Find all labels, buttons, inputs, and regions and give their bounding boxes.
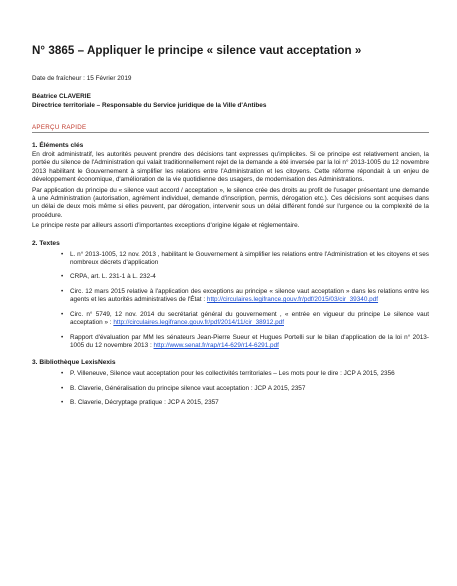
- list-item: • B. Claverie, Généralisation du principe silence vaut acceptation : JCP A 2015, 2357: [61, 384, 306, 392]
- link-circulaire-2015[interactable]: http://circulaires.legifrance.gouv.fr/pdf/2015/03/cir_39340.pdf: [206, 296, 379, 304]
- bullet-icon: •: [61, 310, 64, 318]
- list-item: • Rapport d'évaluation par MM les sénateurs Jean-Pierre Sueur et Hugues Portelli sur le bilan d'application de la loi n° 2013-1005 du 12 novembre 2013 : http://www.senat.fr/rap/r14-629/r14-6291.pdf: [61, 333, 429, 349]
- heading-textes: 2. Textes: [32, 239, 60, 247]
- author-role: Directrice territoriale – Responsable du Service juridique de la Ville d'Antibes: [32, 102, 267, 109]
- paragraph-3: Le principe reste par ailleurs assorti d'importantes exceptions d'origine légale et réglementaire.: [32, 222, 300, 230]
- biblio-list: [32, 370, 429, 407]
- list-item: • P. Villeneuve, Silence vaut acceptation pour les collectivités territoriales – Les mots pour le dire : JCP A 2015, 2356: [61, 370, 395, 378]
- heading-bibliotheque: 3. Bibliothèque LexisNexis: [32, 359, 116, 367]
- link-circulaire-2014[interactable]: http://circulaires.legifrance.gouv.fr/pdf/2014/11/cir_38912.pdf: [113, 319, 284, 327]
- bullet-icon: •: [61, 250, 64, 258]
- list-item: • Circ. n° 5749, 12 nov. 2014 du secrétariat général du gouvernement , « entrée en vigueur du principe Le silence vaut acceptation » : http://circulaires.legifrance.gouv.fr/pdf/2014/11/cir_38912.pdf: [61, 310, 429, 327]
- bullet-icon: •: [61, 287, 64, 295]
- list-item: • Circ. 12 mars 2015 relative à l'application des exceptions au principe « silence vaut acceptation » dans les relations entre les agents et les autorités administratives de l'État : http://circulaires.legifrance.gouv.fr/pdf/2015/03/cir_39340.pdf: [61, 287, 429, 304]
- list-item: • CRPA, art. L. 231-1 à L. 232-4: [61, 273, 156, 281]
- link-rapport-senat[interactable]: http://www.senat.fr/rap/r14-629/r14-6291.pdf: [153, 341, 279, 349]
- section-heading-apercu: APERÇU RAPIDE: [32, 124, 429, 133]
- heading-elements-cles: 1. Éléments clés: [32, 142, 84, 149]
- bullet-icon: •: [61, 273, 64, 281]
- bullet-icon: •: [61, 384, 64, 392]
- author-name: Béatrice CLAVERIE: [32, 93, 91, 100]
- textes-list: [32, 251, 429, 351]
- bullet-icon: •: [61, 399, 64, 407]
- list-item: • B. Claverie, Décryptage pratique : JCP A 2015, 2357: [61, 399, 219, 407]
- bullet-icon: •: [61, 333, 64, 341]
- page-title: N° 3865 – Appliquer le principe « silence vaut acceptation »: [32, 44, 362, 57]
- paragraph-1: En droit administratif, les autorités peuvent prendre des décisions tant expresses qu'implicites. Si ce principe est relativement ancien, la portée du silence de l'Administration qui valait traditionnellement rejet de la demande a été inversée par la loi n° 2013-1005 du 12 novembre 2013 habilitant le Gouvernement à simplifier les relations entre l'Administration et les citoyens. Cette réforme répondait à un enjeu de développement économique, d'amélioration de la vie quotidienne des usagers, de modernisation des Administrations.: [32, 151, 429, 184]
- list-item: • L. n° 2013-1005, 12 nov. 2013 , habilitant le Gouvernement à simplifier les relations entre l'Administration et les citoyens et ses nombreux décrets d'application: [61, 250, 429, 267]
- bullet-icon: •: [61, 370, 64, 378]
- paragraph-2: Par application du principe du « silence vaut accord / acceptation », le silence crée des droits au profit de l'usager présentant une demande à une Administration (autorisation, agrément individuel, demande d'inscription, permis, dérogation etc.). Ces décisions sont acquises dans un délai de deux mois même si elles peuvent, par dérogation, intervenir sous un délai différent fondé sur l'urgence ou la complexité de la procédure.: [32, 186, 429, 219]
- date-line: Date de fraîcheur : 15 Février 2019: [32, 75, 132, 82]
